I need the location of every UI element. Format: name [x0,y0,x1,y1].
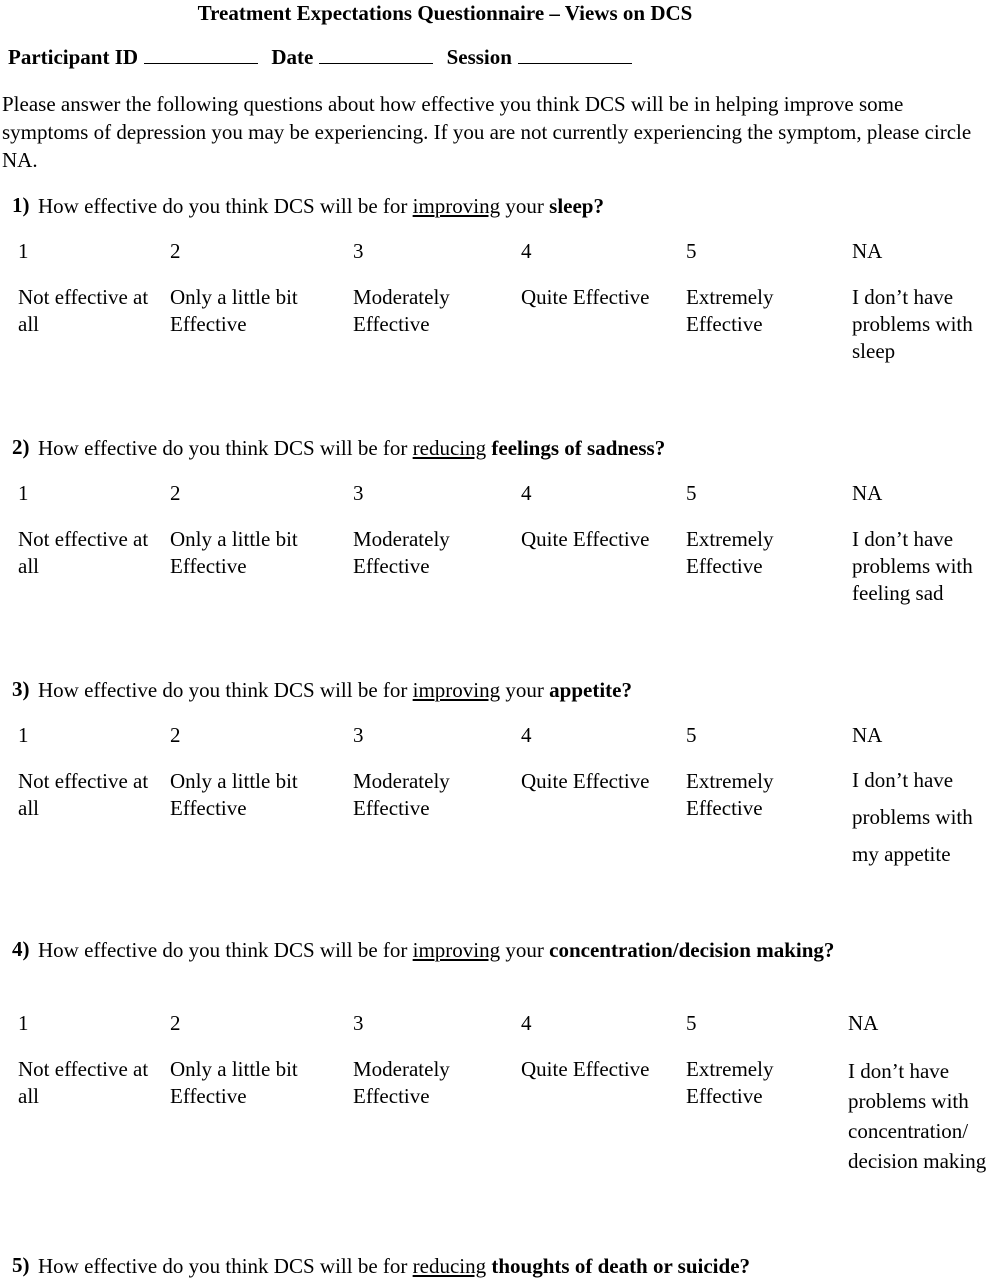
question-number: 1) [12,193,30,217]
question-text: How effective do you think DCS will be for reducing feelings of sadness? [38,436,666,460]
question-text: How effective do you think DCS will be for improving your sleep? [38,194,604,218]
participant-info-row [8,44,640,71]
question-text: How effective do you think DCS will be for reducing thoughts of death or suicide? [38,1254,751,1278]
session-label: Session [446,45,512,69]
question-number: 4) [12,937,30,961]
question-1 [12,192,972,372]
page-title: Treatment Expectations Questionnaire – Views on DCS [197,1,693,25]
question-text: How effective do you think DCS will be for improving your appetite? [38,678,632,702]
question-2 [12,434,972,614]
date-field[interactable] [319,47,433,64]
question-number: 2) [12,435,30,459]
session-field[interactable] [518,47,632,64]
date-label: Date [271,45,314,69]
question-5 [12,1252,972,1280]
participant-id-label: Participant ID [8,45,139,69]
question-number: 3) [12,677,30,701]
participant-id-field[interactable] [144,47,258,64]
question-3 [12,676,972,856]
instructions: Please answer the following questions about how effective you think DCS will be in helping improve some symptoms of depression you may be experiencing. If you are not currently experiencing the symptom, please circle NA. [2,92,972,172]
question-text: How effective do you think DCS will be for improving your concentration/decision making? [38,938,835,962]
question-number: 5) [12,1253,30,1277]
